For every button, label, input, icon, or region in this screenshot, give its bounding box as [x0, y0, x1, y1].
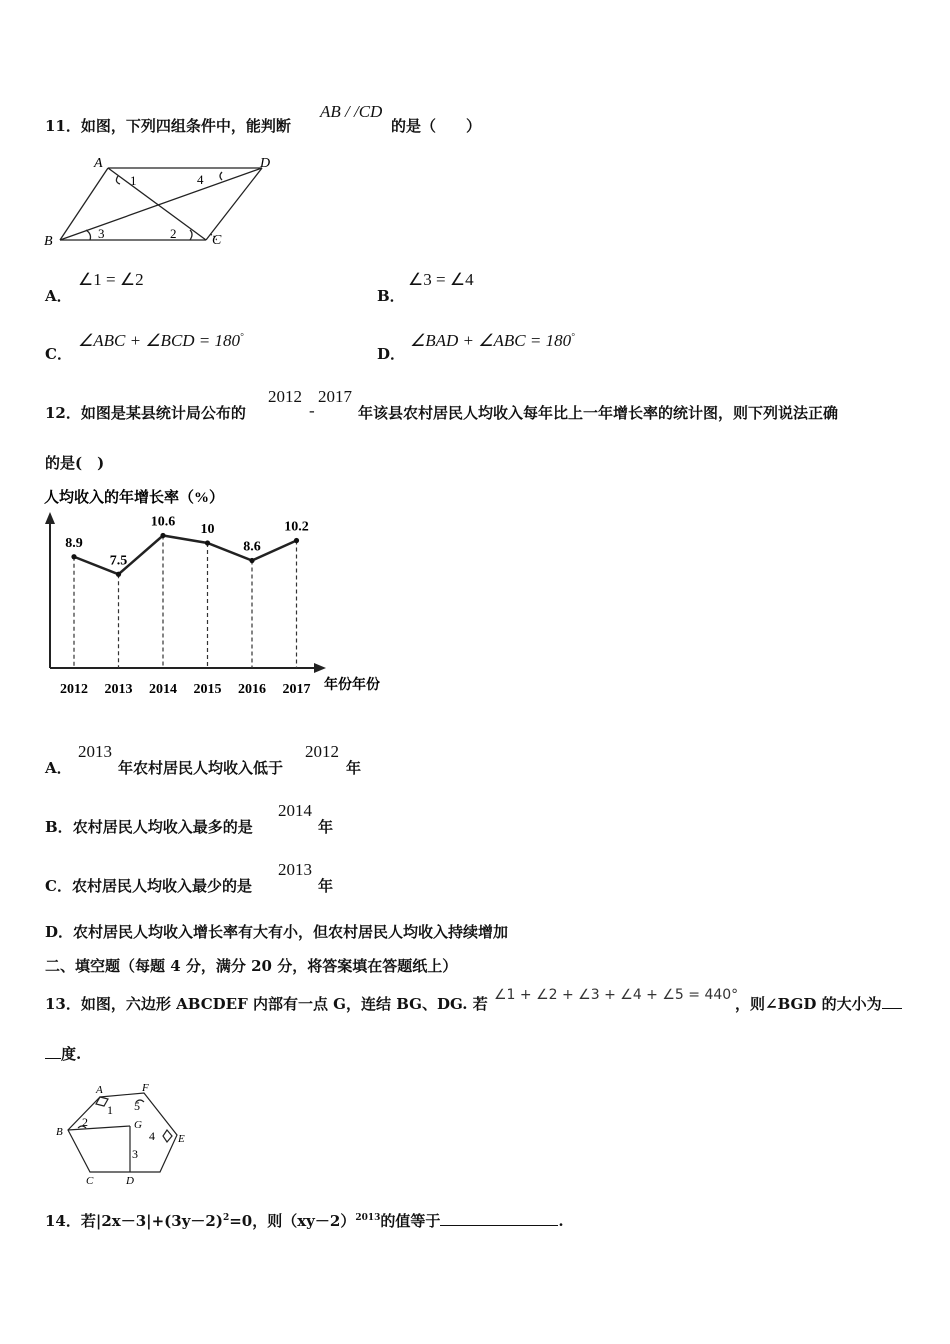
x-tick-label-2012: 2012 — [60, 682, 88, 697]
degree-mark: ° — [571, 331, 575, 342]
q12-stem-c: 的是( ) — [45, 454, 105, 472]
x-tick-label-2015: 2015 — [193, 682, 222, 697]
q11-option-c-expression — [78, 331, 244, 351]
segment-ac — [108, 168, 206, 240]
q11-number: 11． — [45, 117, 81, 135]
q14-text-c: 的值等于 — [380, 1212, 441, 1230]
q12-option-a-mid: 年农村居民人均收入低于 — [118, 759, 284, 777]
q12-stem-a-text: 如图是某县统计局公布的 — [80, 404, 246, 422]
q14-answer-blank — [440, 1211, 558, 1226]
q11-stem-text: 如图，下列四组条件中，能判断 — [80, 117, 291, 135]
data-point-2015 — [205, 540, 210, 545]
data-point-2017 — [294, 538, 299, 543]
q14-exponent-a: 2 — [222, 1213, 230, 1223]
q12-option-a — [45, 757, 72, 778]
q12-option-b-end: 年 — [318, 818, 334, 836]
q11-option-b-letter: B． — [377, 287, 405, 305]
point-g-label: G — [134, 1119, 142, 1131]
y-axis-arrow — [45, 512, 55, 524]
q12-dash: - — [309, 401, 315, 420]
value-label-2012: 8.9 — [65, 535, 83, 551]
point-f-label: F — [142, 1082, 149, 1094]
q12-stem-a — [45, 402, 246, 423]
q14-end: . — [558, 1212, 564, 1230]
q12-option-b-letter: B． — [45, 818, 73, 836]
value-label-2017: 10.2 — [284, 519, 309, 535]
q11-parallelogram-figure — [40, 150, 280, 250]
q13-stem-b-text: ，则∠BGD 的大小为 — [735, 995, 882, 1013]
q13-hexagon-figure — [52, 1080, 192, 1190]
q13-stem-a-text: 如图，六边形 ABCDEF 内部有一点 G，连结 BG、DG. 若 — [80, 995, 488, 1013]
q12-option-c — [45, 875, 252, 896]
point-a-label: A — [96, 1084, 103, 1096]
q12-option-c-letter: C． — [45, 877, 72, 895]
data-point-2013 — [116, 572, 121, 577]
q11-option-c-expr: ∠ABC + ∠BCD = 180 — [78, 331, 241, 350]
q12-option-a-letter: A． — [45, 759, 72, 777]
q13-number: 13． — [45, 995, 81, 1013]
q11-option-d-expr: ∠BAD + ∠ABC = 180 — [410, 331, 572, 350]
q13-stem-c — [45, 1043, 81, 1064]
q14-stem — [45, 1210, 564, 1231]
section-heading: 二、填空题（每题 4 分，满分 20 分，将答案填在答题纸上） — [45, 957, 458, 975]
q12-option-b-year: 2014 — [278, 801, 312, 820]
value-label-2013: 7.5 — [109, 553, 128, 569]
q12-option-c-text: 农村居民人均收入最少的是 — [71, 877, 252, 895]
data-point-2016 — [249, 558, 254, 563]
data-point-2012 — [71, 554, 76, 559]
q13-expression: ∠1 + ∠2 + ∠3 + ∠4 + ∠5 = 440° — [494, 987, 739, 1003]
q12-option-a-end: 年 — [346, 759, 362, 777]
degree-mark: ° — [240, 331, 244, 342]
data-point-2014 — [160, 533, 165, 538]
q11-option-d-letter: D． — [377, 345, 406, 363]
point-c-label: C — [86, 1175, 94, 1187]
q12-option-c-year: 2013 — [278, 860, 312, 879]
segment-bd — [60, 168, 262, 240]
angle-1-label: 1 — [107, 1103, 113, 1117]
angle-arc-2 — [190, 230, 192, 240]
x-axis-arrow — [314, 663, 326, 673]
q12-option-a-year1: 2013 — [78, 742, 112, 761]
q14-exponent-b: 2013 — [355, 1213, 381, 1223]
q12-option-d — [45, 921, 508, 942]
segment-bg — [68, 1126, 130, 1130]
angle-2-label: 2 — [170, 226, 177, 241]
segment-dc — [206, 168, 262, 240]
q12-option-d-text: 农村居民人均收入增长率有大有小，但农村居民人均收入持续增加 — [73, 923, 509, 941]
angle-arc-3 — [86, 230, 91, 240]
x-tick-label-2017: 2017 — [282, 682, 311, 697]
q11-tail: 的是（ ） — [391, 117, 482, 135]
angle-3-label: 3 — [98, 226, 105, 241]
q12-year-end: 2017 — [318, 387, 352, 406]
q12-option-b — [45, 816, 253, 837]
angle-5-label: 5 — [134, 1099, 140, 1113]
q12-option-c-end: 年 — [318, 877, 334, 895]
q13-answer-blank-b — [45, 1044, 61, 1059]
angle-arc-4 — [220, 172, 222, 180]
point-d-label: D — [126, 1175, 134, 1187]
growth-rate-line-chart — [40, 482, 400, 707]
point-b-label: B — [56, 1126, 63, 1138]
q11-stem — [45, 115, 291, 136]
angle-2-label: 2 — [82, 1115, 88, 1129]
angle-3-label: 3 — [132, 1147, 138, 1161]
hexagon-abcdef — [68, 1093, 177, 1172]
q12-year-start: 2012 — [268, 387, 302, 406]
point-c-label: C — [212, 233, 222, 248]
q12-option-a-year2: 2012 — [305, 742, 339, 761]
q11-expression: AB / /CD — [320, 102, 383, 121]
q14-text-a: 若|2x－3|+(3y－2) — [80, 1212, 223, 1230]
growth-series-line — [74, 536, 297, 575]
q12-number: 12． — [45, 404, 81, 422]
angle-mark-4 — [163, 1130, 172, 1142]
angle-1-label: 1 — [130, 173, 137, 188]
point-d-label: D — [260, 156, 271, 171]
angle-4-label: 4 — [197, 172, 204, 187]
q13-stem-c-text: 度. — [61, 1045, 82, 1063]
value-label-2016: 8.6 — [243, 539, 261, 555]
chart-title: 人均收入的年增长率（%） — [44, 490, 225, 506]
angle-4-label: 4 — [149, 1129, 155, 1143]
x-axis-label: 年份年份 — [324, 678, 380, 693]
q11-option-a-expression: ∠1 = ∠2 — [78, 270, 144, 289]
q11-option-a-letter: A． — [45, 287, 72, 305]
q14-number: 14． — [45, 1212, 81, 1230]
q12-stem-b: 年该县农村居民人均收入每年比上一年增长率的统计图，则下列说法正确 — [358, 404, 839, 422]
q11-option-d-expression — [410, 331, 575, 351]
q14-text-b: =0，则（xy－2） — [229, 1212, 356, 1230]
x-tick-label-2014: 2014 — [149, 682, 177, 697]
q12-option-d-letter: D． — [45, 923, 74, 941]
point-e-label: E — [178, 1133, 185, 1145]
q11-option-c-letter: C． — [45, 345, 72, 363]
x-tick-label-2016: 2016 — [238, 682, 266, 697]
point-a-label: A — [94, 156, 103, 171]
x-tick-label-2013: 2013 — [104, 682, 133, 697]
q13-answer-blank-a — [882, 994, 902, 1009]
q13-stem-a — [45, 993, 488, 1014]
q12-option-b-text: 农村居民人均收入最多的是 — [72, 818, 253, 836]
q11-option-b-expression: ∠3 = ∠4 — [408, 270, 474, 289]
value-label-2014: 10.6 — [150, 514, 176, 530]
q13-stem-b — [735, 993, 902, 1014]
point-b-label: B — [44, 234, 53, 249]
value-label-2015: 10 — [200, 522, 215, 537]
